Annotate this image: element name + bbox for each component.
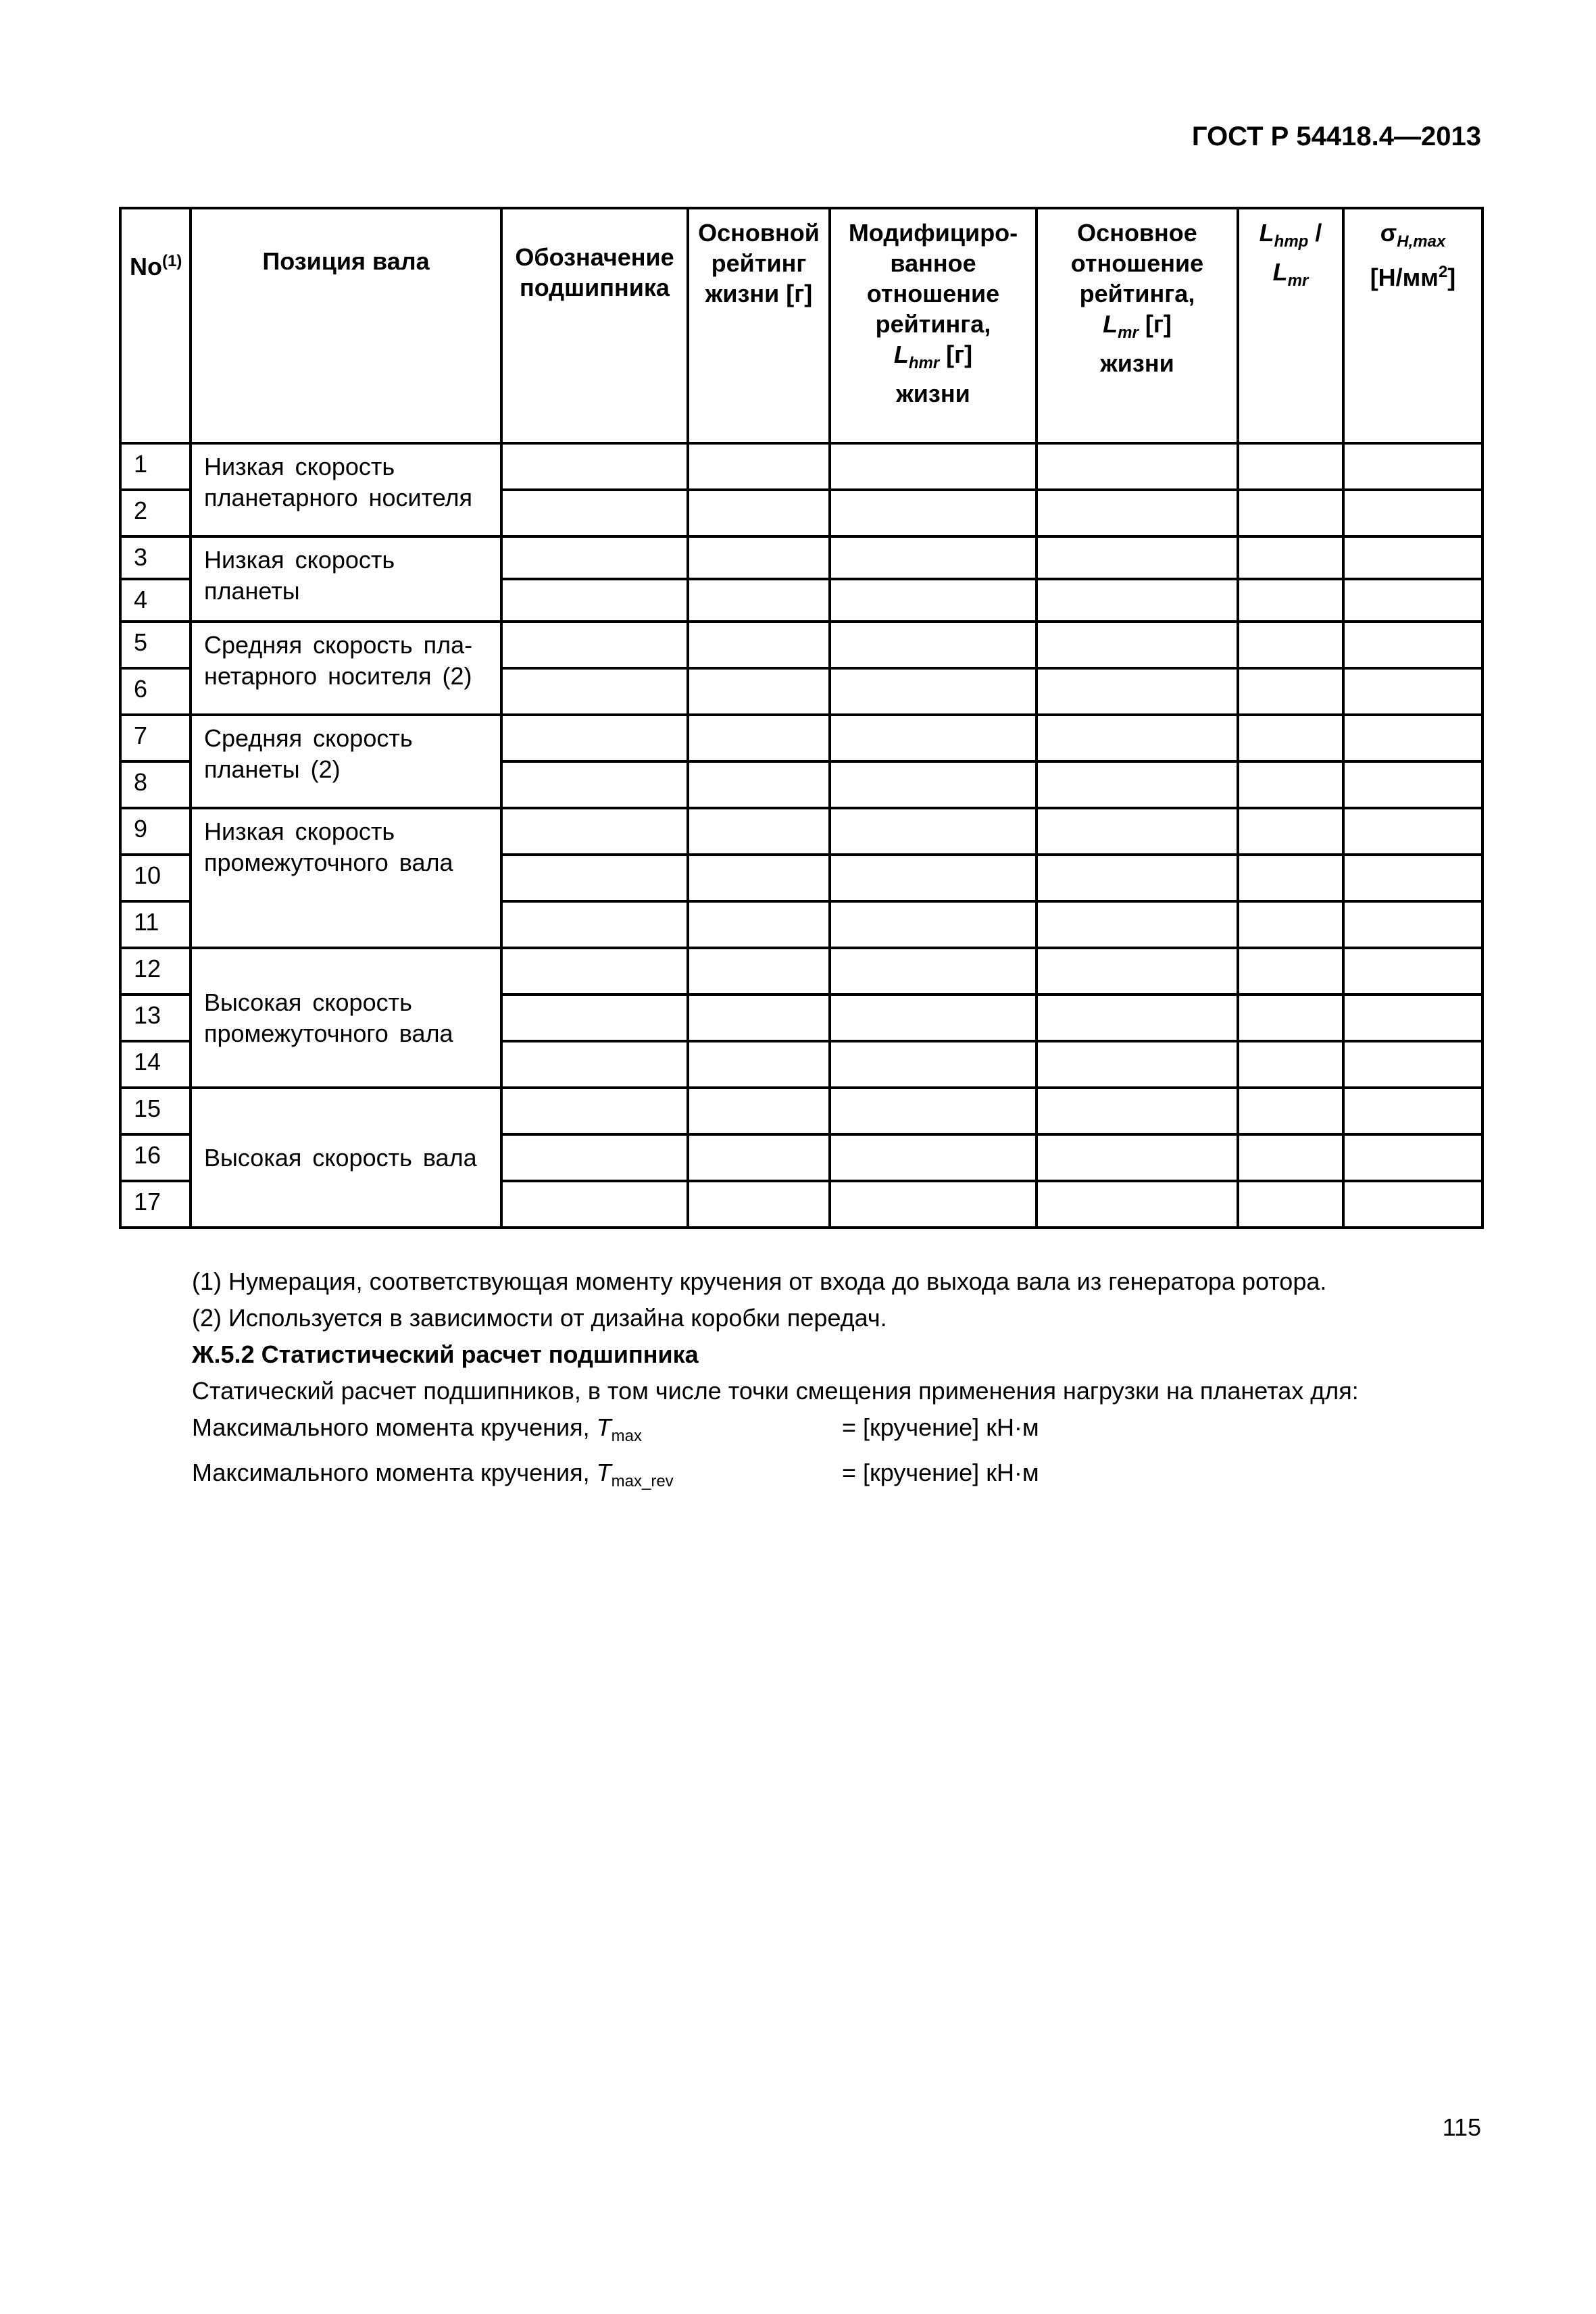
ratio-cell	[1238, 579, 1343, 622]
base-life-cell	[1037, 622, 1238, 668]
row-number: 10	[120, 855, 191, 901]
ratio-cell	[1238, 995, 1343, 1041]
ratio-cell	[1238, 668, 1343, 715]
row-number: 17	[120, 1181, 191, 1228]
modified-life-cell	[830, 490, 1037, 536]
stress-cell	[1343, 1181, 1482, 1228]
modified-life-cell	[830, 808, 1037, 855]
row-number: 11	[120, 901, 191, 948]
ratio-cell	[1238, 1088, 1343, 1134]
formula-tmax-rev: Максимального момента кручения, $T_{max\_rev}$ = [кручение] кН·м	[192, 1459, 1039, 1491]
bearing-cell	[501, 622, 688, 668]
basic-life-cell	[688, 855, 830, 901]
stress-cell	[1343, 901, 1482, 948]
header-base-rating-life: Основное отношение рейтинга, $L_{mr}$ [г] жизни	[1037, 208, 1238, 443]
base-life-cell	[1037, 715, 1238, 761]
table-row	[120, 622, 1482, 668]
basic-life-cell	[688, 901, 830, 948]
modified-life-cell	[830, 948, 1037, 995]
row-number: 4	[120, 579, 191, 622]
stress-cell	[1343, 490, 1482, 536]
header-no: No$^{(1)}$	[120, 208, 191, 443]
shaft-position-cell: Низкая скорость планетарного носителя	[191, 443, 501, 536]
ratio-cell	[1238, 901, 1343, 948]
row-number: 16	[120, 1134, 191, 1181]
header-contact-stress: $\sigma_{H,max}$ $[Н/мм^2]$	[1343, 208, 1482, 443]
basic-life-cell	[688, 622, 830, 668]
basic-life-cell	[688, 1181, 830, 1228]
row-number: 9	[120, 808, 191, 855]
ratio-cell	[1238, 443, 1343, 490]
base-life-cell	[1037, 1088, 1238, 1134]
modified-life-cell	[830, 622, 1037, 668]
shaft-position-cell: Средняя скорость планеты (2)	[191, 715, 501, 808]
ratio-cell	[1238, 715, 1343, 761]
basic-life-cell	[688, 579, 830, 622]
ratio-cell	[1238, 948, 1343, 995]
basic-life-cell	[688, 668, 830, 715]
modified-life-cell	[830, 536, 1037, 579]
ratio-cell	[1238, 855, 1343, 901]
bearing-cell	[501, 668, 688, 715]
section-title: Ж.5.2 Статистический расчет подшипника	[192, 1340, 699, 1368]
modified-life-cell	[830, 1181, 1037, 1228]
basic-life-cell	[688, 1088, 830, 1134]
stress-cell	[1343, 443, 1482, 490]
stress-cell	[1343, 1088, 1482, 1134]
bearing-cell	[501, 995, 688, 1041]
basic-life-cell	[688, 1134, 830, 1181]
shaft-position-cell: Средняя скорость пла-нетарного носителя (2)	[191, 622, 501, 715]
basic-life-cell	[688, 1041, 830, 1088]
document-id: ГОСТ Р 54418.4—2013	[1191, 122, 1481, 151]
stress-cell	[1343, 668, 1482, 715]
base-life-cell	[1037, 490, 1238, 536]
bearing-cell	[501, 948, 688, 995]
row-number: 1	[120, 443, 191, 490]
base-life-cell	[1037, 948, 1238, 995]
modified-life-cell	[830, 579, 1037, 622]
stress-cell	[1343, 622, 1482, 668]
table-row	[120, 1088, 1482, 1134]
modified-life-cell	[830, 668, 1037, 715]
stress-cell	[1343, 579, 1482, 622]
bearing-cell	[501, 715, 688, 761]
ratio-cell	[1238, 1134, 1343, 1181]
row-number: 14	[120, 1041, 191, 1088]
table-row	[120, 715, 1482, 761]
notes-block	[192, 1263, 1359, 1500]
header-modified-rating-life: Модифициро- ванное отношение рейтинга, $L_{hmr}$ [г] жизни	[830, 208, 1037, 443]
footnote-2: (2) Используется в зависимости от дизайна коробки передач.	[192, 1304, 887, 1332]
header-bearing-designation: Обозначение подшипника	[501, 208, 688, 443]
shaft-position-cell: Высокая скорость промежуточного вала	[191, 948, 501, 1088]
basic-life-cell	[688, 761, 830, 808]
table-row	[120, 948, 1482, 995]
basic-life-cell	[688, 995, 830, 1041]
footnote-1: (1) Нумерация, соответствующая моменту кручения от входа до выхода вала из генератора ротора.	[192, 1267, 1327, 1295]
stress-cell	[1343, 1134, 1482, 1181]
modified-life-cell	[830, 715, 1037, 761]
table-row	[120, 808, 1482, 855]
base-life-cell	[1037, 1134, 1238, 1181]
table-row	[120, 536, 1482, 579]
base-life-cell	[1037, 1041, 1238, 1088]
modified-life-cell	[830, 1041, 1037, 1088]
base-life-cell	[1037, 668, 1238, 715]
bearing-cell	[501, 761, 688, 808]
bearing-cell	[501, 536, 688, 579]
row-number: 8	[120, 761, 191, 808]
basic-life-cell	[688, 443, 830, 490]
ratio-cell	[1238, 761, 1343, 808]
bearing-cell	[501, 1134, 688, 1181]
modified-life-cell	[830, 761, 1037, 808]
row-number: 7	[120, 715, 191, 761]
section-intro: Статический расчет подшипников, в том числе точки смещения применения нагрузки на планетах для:	[192, 1377, 1359, 1405]
row-number: 15	[120, 1088, 191, 1134]
base-life-cell	[1037, 761, 1238, 808]
stress-cell	[1343, 536, 1482, 579]
bearing-cell	[501, 1088, 688, 1134]
modified-life-cell	[830, 995, 1037, 1041]
bearing-cell	[501, 443, 688, 490]
basic-life-cell	[688, 948, 830, 995]
base-life-cell	[1037, 579, 1238, 622]
stress-cell	[1343, 855, 1482, 901]
formula-tmax: Максимального момента кручения, $T_{max}$ = [кручение] кН·м	[192, 1413, 1039, 1446]
bearing-cell	[501, 855, 688, 901]
shaft-position-cell: Низкая скорость промежуточного вала	[191, 808, 501, 948]
header-life-ratio: $L_{hmp}$ / $L_{mr}$	[1238, 208, 1343, 443]
ratio-cell	[1238, 808, 1343, 855]
stress-cell	[1343, 995, 1482, 1041]
row-number: 5	[120, 622, 191, 668]
base-life-cell	[1037, 808, 1238, 855]
base-life-cell	[1037, 443, 1238, 490]
row-number: 13	[120, 995, 191, 1041]
table-row	[120, 443, 1482, 490]
bearing-cell	[501, 1041, 688, 1088]
bearing-cell	[501, 579, 688, 622]
stress-cell	[1343, 1041, 1482, 1088]
modified-life-cell	[830, 1134, 1037, 1181]
stress-cell	[1343, 761, 1482, 808]
page-number: 115	[1442, 2113, 1481, 2141]
shaft-position-cell: Высокая скорость вала	[191, 1088, 501, 1228]
stress-cell	[1343, 948, 1482, 995]
bearing-cell	[501, 808, 688, 855]
base-life-cell	[1037, 1181, 1238, 1228]
base-life-cell	[1037, 995, 1238, 1041]
row-number: 3	[120, 536, 191, 579]
bearing-life-table	[119, 207, 1484, 1229]
modified-life-cell	[830, 443, 1037, 490]
base-life-cell	[1037, 855, 1238, 901]
base-life-cell	[1037, 536, 1238, 579]
bearing-cell	[501, 490, 688, 536]
modified-life-cell	[830, 1088, 1037, 1134]
modified-life-cell	[830, 901, 1037, 948]
row-number: 2	[120, 490, 191, 536]
basic-life-cell	[688, 490, 830, 536]
stress-cell	[1343, 715, 1482, 761]
ratio-cell	[1238, 490, 1343, 536]
ratio-cell	[1238, 622, 1343, 668]
basic-life-cell	[688, 715, 830, 761]
header-basic-rating-life: Основной рейтинг жизни [г]	[688, 208, 830, 443]
row-number: 6	[120, 668, 191, 715]
shaft-position-cell: Низкая скорость планеты	[191, 536, 501, 622]
modified-life-cell	[830, 855, 1037, 901]
stress-cell	[1343, 808, 1482, 855]
basic-life-cell	[688, 536, 830, 579]
base-life-cell	[1037, 901, 1238, 948]
header-shaft-position: Позиция вала	[191, 208, 501, 443]
bearing-cell	[501, 1181, 688, 1228]
ratio-cell	[1238, 536, 1343, 579]
basic-life-cell	[688, 808, 830, 855]
table-header-row	[120, 208, 1482, 443]
row-number: 12	[120, 948, 191, 995]
bearing-cell	[501, 901, 688, 948]
ratio-cell	[1238, 1181, 1343, 1228]
ratio-cell	[1238, 1041, 1343, 1088]
